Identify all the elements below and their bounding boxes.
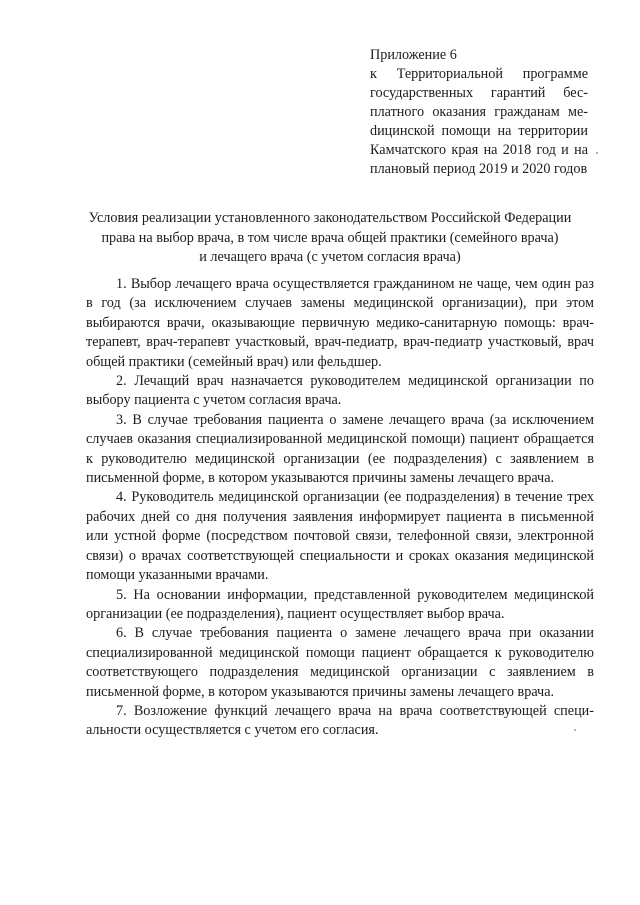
paragraph-5: 5. На основании информации, представленной руководителем медицинской организации (ее подразделения), пациент осуществляет выбор врача. (86, 586, 594, 622)
appendix-number: Приложение 6 (370, 47, 457, 63)
appendix-header (370, 46, 588, 179)
paragraph-1: 1. Выбор лечащего врача осуществляется гражданином не чаще, чем один раз в год (за исключением случаев замены медицинской организации), при этом выбираются врачи, оказывающие первичную медико-санитарную помощь: врач-терапевт, врач-терапевт участковый, врач-педиатр, врач-педиатр участковый, врач общей практики (семейный врач) или фельдшер. (86, 276, 594, 370)
title-line-2: права на выбор врача, в том числе врача общей практики (семейного врача) (101, 229, 559, 246)
appendix-reference: к Территориальной программе государственных гарантий бесплатного оказания гражданам меdицинской помощи на территории Камчатского края на 2018 год и на плановый период 2019 и 2020 годов (370, 66, 588, 177)
paragraph-7: 7. Возложение функций лечащего врача на врача соответствующей специальности осуществляется с учетом его согласия. (86, 702, 594, 739)
paragraph-4: 4. Руководитель медицинской организации (ее подразделения) в течение трех рабочих дней со дня получения заявления информирует пациента в письменной или устной форме (посредством почтовой связи, телефонной связи, электронной связи) о врачах соответствующей специальности и сроках оказания медицинской помощи указанными врачами. (86, 489, 594, 584)
paragraph-3: 3. В случае требования пациента о замене лечащего врача (за исключением случаев оказания специализированной медицинской помощи) пациент обращается к руководителю медицинской организации (ее подразделения) с заявлением в письменной форме, в котором указываются причины замены лечащего врача. (86, 411, 594, 487)
title-line-3: и лечащего врача (с учетом согласия врача) (199, 249, 461, 265)
document-title (60, 209, 600, 268)
document-body (86, 275, 594, 741)
scan-speck (574, 729, 576, 731)
paragraph-2: 2. Лечащий врач назначается руководителем медицинской организации по выбору пациента с учетом согласия врача. (86, 373, 594, 409)
scan-speck (596, 152, 598, 154)
title-line-1: Условия реализации установленного законодательством Российской Федерации (88, 210, 572, 226)
paragraph-6: 6. В случае требования пациента о замене лечащего врача при оказании специализированной медицинской помощи пациент обращается к руководителю соответствующего подразделения медицинской организации с заявлением в письменной форме, в котором указываются причины замены лечащего врача. (86, 625, 594, 700)
